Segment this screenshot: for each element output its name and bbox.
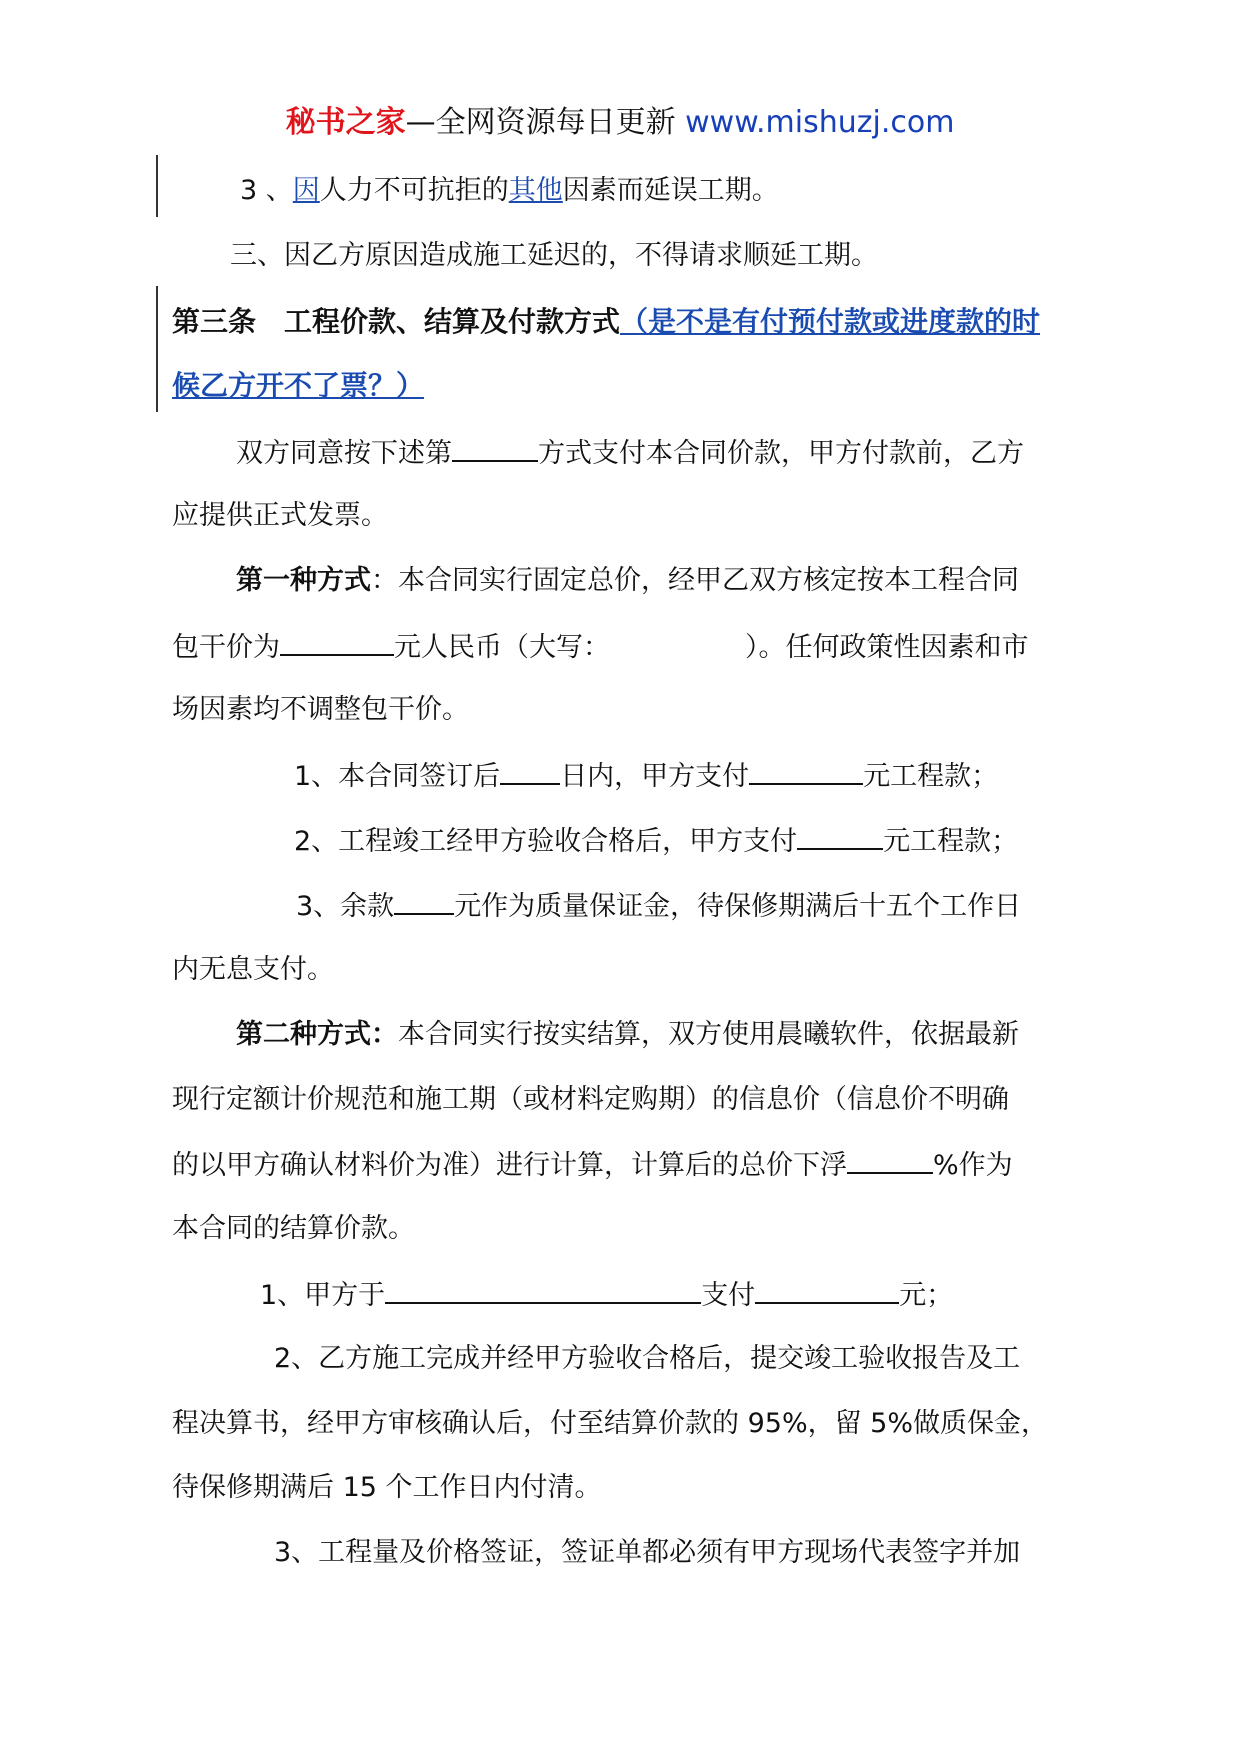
fill-blank[interactable] bbox=[280, 626, 394, 656]
fill-blank[interactable] bbox=[847, 1144, 933, 1174]
paragraph: 双方同意按下述第 方式支付本合同价款，甲方付款前，乙方 bbox=[236, 432, 1024, 474]
method-label: 第二种方式： bbox=[236, 1019, 398, 1050]
clause-heading-cont bbox=[172, 366, 424, 406]
fill-blank[interactable] bbox=[500, 755, 560, 785]
list-item: 1、甲方于 支付 元； bbox=[260, 1274, 953, 1316]
fill-blank[interactable] bbox=[452, 432, 538, 462]
paragraph: 待保修期满后 15 个工作日内付清。 bbox=[172, 1472, 602, 1503]
list-item: 3、工程量及价格签证，签证单都必须有甲方现场代表签字并加 bbox=[274, 1537, 1021, 1568]
clause-heading bbox=[172, 302, 1040, 342]
fill-blank[interactable] bbox=[797, 820, 883, 850]
paragraph: 三、因乙方原因造成施工延迟的，不得请求顺延工期。 bbox=[230, 240, 878, 271]
list-item: 2、乙方施工完成并经甲方验收合格后，提交竣工验收报告及工 bbox=[274, 1343, 1021, 1374]
site-url[interactable]: www.mishuzj.com bbox=[685, 105, 955, 140]
fill-blank[interactable] bbox=[755, 1274, 899, 1304]
list-item: 3、余款 元作为质量保证金，待保修期满后十五个工作日 bbox=[296, 885, 1021, 927]
revision-bar bbox=[156, 286, 158, 412]
fill-blank[interactable] bbox=[394, 885, 454, 915]
paragraph: 3 、因人力不可抗拒的其他因素而延误工期。 bbox=[240, 175, 779, 206]
list-item: 2、工程竣工经甲方验收合格后，甲方支付 元工程款； bbox=[294, 820, 1018, 862]
revision-bar bbox=[156, 155, 158, 217]
paragraph: 应提供正式发票。 bbox=[172, 500, 388, 531]
review-comment: 候乙方开不了票？） bbox=[172, 369, 425, 402]
paragraph: 场因素均不调整包干价。 bbox=[172, 694, 469, 725]
brand-name: 秘书之家 bbox=[285, 105, 406, 140]
paragraph: 的以甲方确认材料价为准）进行计算，计算后的总价下浮 %作为 bbox=[172, 1144, 1013, 1186]
paragraph: 包干价为 元人民币（大写： ）。任何政策性因素和市 bbox=[172, 626, 1029, 668]
review-comment: （是不是有付预付款或进度款的时 bbox=[620, 305, 1041, 338]
revised-text: 因 bbox=[292, 175, 320, 206]
paragraph: 程决算书，经甲方审核确认后，付至结算价款的 95%，留 5%做质保金， bbox=[172, 1408, 1049, 1439]
list-item: 1、本合同签订后 日内，甲方支付 元工程款； bbox=[294, 755, 998, 797]
site-header bbox=[0, 100, 1240, 146]
paragraph: 本合同的结算价款。 bbox=[172, 1213, 415, 1244]
revised-text: 其他 bbox=[508, 175, 563, 206]
paragraph: 第二种方式：本合同实行按实结算，双方使用晨曦软件，依据最新 bbox=[236, 1019, 1019, 1050]
paragraph: 内无息支付。 bbox=[172, 954, 334, 985]
clause-title: 第三条 工程价款、结算及付款方式 bbox=[172, 305, 621, 338]
paragraph: 第一种方式：本合同实行固定总价，经甲乙双方核定按本工程合同 bbox=[236, 565, 1019, 596]
paragraph: 现行定额计价规范和施工期（或材料定购期）的信息价（信息价不明确 bbox=[172, 1084, 1009, 1115]
fill-blank[interactable] bbox=[749, 755, 863, 785]
fill-blank[interactable] bbox=[385, 1274, 701, 1304]
header-tagline: —全网资源每日更新 bbox=[405, 105, 686, 140]
method-label: 第一种方式 bbox=[236, 565, 371, 596]
